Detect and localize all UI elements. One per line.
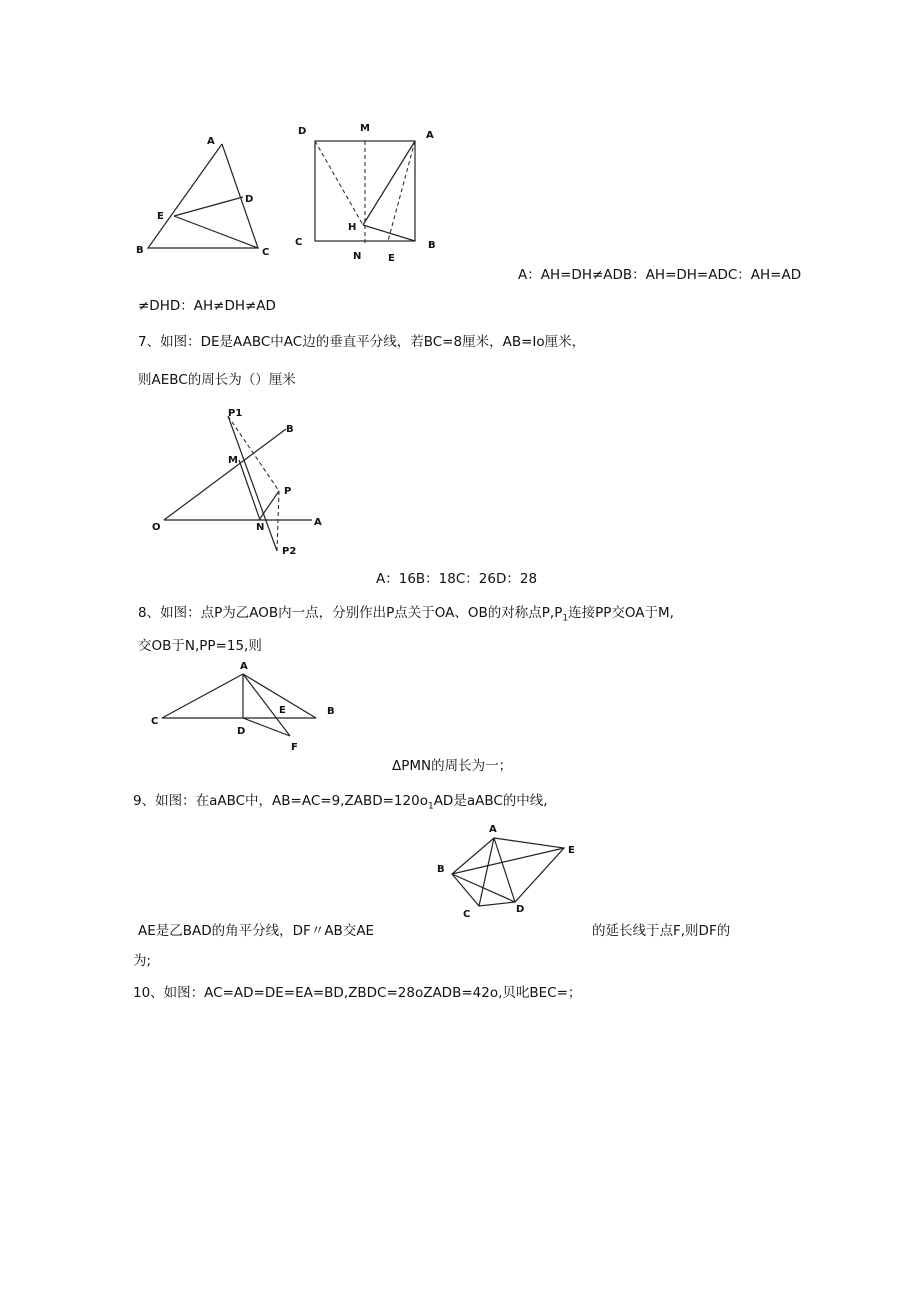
label-P: P — [284, 486, 292, 497]
label-D: D — [516, 904, 525, 915]
label-D: D — [237, 726, 246, 737]
q9-line2-left: AE是乙BAD的角平分线，DF〃AB交AE — [138, 923, 375, 939]
figure-angle-aob — [148, 404, 338, 564]
label-A: A — [489, 824, 497, 835]
q7-line2: 则AEBC的周长为（）厘米 — [138, 372, 296, 388]
label-B: B — [428, 240, 436, 251]
label-N: N — [256, 522, 265, 533]
label-D: D — [298, 126, 307, 137]
label-C: C — [463, 909, 471, 920]
label-B: B — [327, 706, 335, 717]
label-A: A — [207, 136, 215, 147]
q7-line1: 7、如图：DE是AABC中AC边的垂直平分线，若BC=8厘米，AB=Io厘米， — [138, 334, 586, 350]
q8-answer: ΔPMN的周长为一； — [392, 758, 513, 774]
q6-options-line2: ≠DHD：AH≠DH≠AD — [138, 298, 276, 314]
figure-square-dmab — [290, 118, 450, 268]
label-P2: P2 — [282, 546, 297, 557]
q7-options: A：16B：18C：26D：28 — [376, 571, 538, 587]
label-F: F — [291, 742, 298, 753]
label-B: B — [286, 424, 294, 435]
label-E: E — [279, 705, 286, 716]
label-C: C — [295, 237, 303, 248]
q10-line: 10、如图：AC=AD=DE=EA=BD,ZBDC=28oZADB=42o,贝叱BEC=； — [133, 985, 582, 1001]
label-E: E — [388, 253, 395, 264]
label-M: M — [228, 455, 238, 466]
q9-line2-right: 的延长线于点F,则DF的 — [592, 923, 731, 939]
q8-line2: 交OB于N,PP=15,则 — [138, 638, 262, 654]
label-E: E — [157, 211, 164, 222]
label-N: N — [353, 251, 362, 262]
label-B: B — [136, 245, 144, 256]
label-O: O — [152, 522, 161, 533]
label-C: C — [262, 247, 270, 258]
label-C: C — [151, 716, 159, 727]
label-P1: P1 — [228, 408, 243, 419]
label-A: A — [314, 517, 322, 528]
q9-line1: 9、如图：在aABC中，$AB=AC=9,ZABD=120o_1AD$是aABC的中线, — [133, 793, 548, 812]
label-B: B — [437, 864, 445, 875]
figure-pentagon-abcde — [434, 820, 584, 925]
label-D: D — [245, 194, 254, 205]
figure-triangle-abc — [130, 128, 280, 260]
q9-line3: 为; — [133, 953, 152, 969]
label-A: A — [426, 130, 434, 141]
label-H: H — [348, 222, 357, 233]
label-A: A — [240, 661, 248, 672]
label-M: M — [360, 123, 370, 134]
q6-options-line1: A：AH=DH≠ADB：AH=DH=ADC：AH=AD — [518, 267, 802, 283]
figure-triangle-cab — [148, 658, 348, 758]
q8-line1: 8、如图：点P为乙AOB内一点，分别作出P点关于OA、OB的对称点$P,P_1$连接PP交OA于M, — [138, 605, 674, 624]
label-E: E — [568, 845, 575, 856]
